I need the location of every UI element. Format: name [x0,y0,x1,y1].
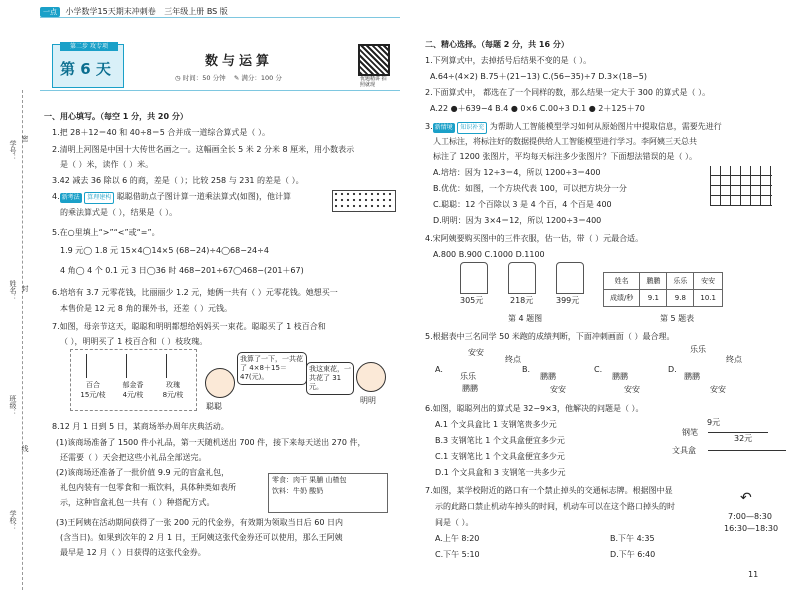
congcong-label: 聪聪 [206,402,222,411]
rose-icon [166,354,181,378]
side-school: 学校： [9,510,17,531]
choice-3-line2: 人工标注，将标注好的数据提供给人工智能模型进行学习。李阿姨三天总共 [433,137,697,146]
new-method-tag: 新考法 [61,194,80,201]
series-logo: 一点 [40,7,60,17]
box-bar [708,450,786,451]
finish-label-d: 终点 [726,355,742,364]
choice-6-B: B.3 支钢笔比 1 个文具盒便宜多少元 [435,436,565,445]
pencil-icon: ✎ [233,74,240,82]
knowledge-tag: 知识补充 [457,122,487,134]
choice-3-B: B.优优：如图，一个方块代表 100，可以把方块分一分 [433,184,627,193]
snack-row: 零食：肉干 果脯 山楂包 [272,476,347,484]
question-6-line2: 本售价是 12 元 8 角的课外书，还差（ ）元钱。 [60,304,232,313]
choice-4: 4.宋阿姨要购买图中的三件衣服，估一估，带（ ）元最合适。 [425,234,644,243]
question-4-line1: 4. 新考法 算理建构 聪聪借助点子图计算一道乘法算式(如图)，他计算 [52,192,291,204]
flower-price: 8元/枝 [162,391,184,399]
choice-6: 6.如图，聪聪列出的算式是 32−9×3，他解决的问题是（ ）。 [425,404,644,413]
snack-table [268,473,388,513]
sign-time-1: 7:00—8:30 [728,512,772,521]
runner-peng-c: 鹏鹏 [612,372,628,381]
coat-price: 305元 [460,296,484,305]
question-5: 5.在○里填上“>”“<”或“=”。 [52,228,160,237]
coat-icon [460,262,488,294]
question-4-text: 聪聪借助点子图计算一道乘法算式(如图)，他计算 [116,192,292,201]
qr-caption: 优题精讲 拍照就现 [360,76,387,88]
header-divider [40,17,400,18]
choice-7-line1: 7.如图，某学校附近的路口有一个禁止掉头的交通标志牌。根据图中显 [425,486,673,495]
flower-rose [155,354,191,400]
choice-2-options: A.22 ●＋639−4 B.4 ● 0×6 C.00÷3 D.1 ● 2＋125＋70 [430,104,645,113]
finish-label: 终点 [505,355,521,364]
question-8: 8.12 月 1 日到 5 日，某商场举办周年庆典活动。 [52,422,229,431]
cut-line [22,90,23,590]
exam-meta [175,73,282,82]
flower-name: 玫瑰 [166,381,180,389]
choice-3-C: C.聪聪：12 个百除以 3 是 4 个百，4 个百是 400 [433,200,612,209]
question-5-row2: 4 角◯ 4 个 0.1 元 3 日◯36 时 468−201÷67◯468−(201＋67) [60,266,304,275]
page-header [40,6,228,17]
question-4-line2: 的乘法算式是（ ），结果是（ ）。 [60,208,178,217]
side-student-no: 学号： [9,140,17,161]
choice-7-line3: 间是（ ）。 [435,518,474,527]
shirt-icon [508,262,536,294]
question-1: 1.把 28＋12＝40 和 40÷8＝5 合并成一道综合算式是（ ）。 [52,128,270,137]
shirt-price: 218元 [510,296,534,305]
drink-row: 饮料：牛奶 酸奶 [272,487,324,495]
side-dense: 密 [21,135,29,142]
flower-lily [75,354,111,400]
box-label: 文具盒 [672,446,696,455]
section-choice: 二、精心选择。（每题 2 分，共 16 分） [425,40,569,49]
runner-le: 乐乐 [460,372,476,381]
question-7-line1: 7.如图，母亲节这天，聪聪和明明都想给妈妈买一束花。聪聪买了 1 枝百合和 [52,322,326,331]
row-label: 成绩/秒 [604,290,640,307]
page-title: 数与运算 [205,54,274,69]
jacket-icon [556,262,584,294]
jacket-price: 399元 [556,296,580,305]
no-u-turn-icon: ↶ [740,490,752,506]
section-fill-in: 一、用心填写。（每空 1 分，共 20 分） [44,112,188,121]
flower-name: 郁金香 [122,381,144,389]
step-label: 第二步 攻专项 [60,42,118,51]
page-number: 11 [748,570,759,579]
choice-1: 1.下列算式中，去掉括号后结果不变的是（ ）。 [425,56,592,65]
runner-peng-b: 鹏鹏 [540,372,556,381]
option-C-label: C. [594,365,603,374]
clock-icon: ◷ [175,74,181,82]
runner-an-c: 安安 [624,385,640,394]
choice-7-B: B.下午 4:35 [610,534,655,543]
choice-3-text: 为帮助人工智能模型学习如何从原始图片中提取信息，需要先进行 [489,122,722,131]
question-8-2-line3: 示，这种盲盒礼包一共有（ ）种搭配方式。 [60,498,215,507]
choice-6-A: A.1 个文具盒比 1 支钢笔贵多少元 [435,420,557,429]
side-class: 班级： [9,395,17,416]
choice-2: 2.下面算式中， 都选在了一个同样的数，那么结果一定大于 300 的算式是（ ）。 [425,88,711,97]
choice-3-A: A.培培：因为 12÷3＝4，所以 1200÷3＝400 [433,168,601,177]
question-8-3-line1: (3)王阿姨在活动期间获得了一张 200 元的代金券，有效期为领取当日后 60 日内 [56,518,343,527]
option-D-label: D. [668,365,677,374]
grade-label: 三年级上册 BS 版 [164,7,228,16]
score-anan: 10.1 [694,290,723,307]
choice-5: 5.根据表中三名同学 50 米跑的成绩判断，下面冲刺画面（ ）最合理。 [425,332,675,341]
theory-tag: 算理建构 [84,192,114,204]
time-limit: 时间：50 分钟 [182,74,226,82]
flower-tulip [115,354,151,400]
question-8-3-line2: (含当日)。如果到次年的 2 月 1 日，王阿姨这张代金券还可以使用，那么王阿姨 [60,533,343,542]
mingming-label: 明明 [360,396,376,405]
header-lele: 乐乐 [667,273,694,290]
score-lele: 9.8 [667,290,694,307]
runner-an: 安安 [468,348,484,357]
day-label: 第 6 天 [60,60,111,78]
flower-price-box [70,349,197,411]
figure-4-caption: 第 4 题图 [508,314,543,323]
runner-peng: 鹏鹏 [462,384,478,393]
runner-an-b: 安安 [550,385,566,394]
choice-7-D: D.下午 6:40 [610,550,656,559]
congcong-avatar [205,368,235,398]
score-pengpeng: 9.1 [640,290,667,307]
score-table [603,272,723,307]
dot-diagram [332,190,396,212]
lily-icon [86,354,101,378]
mingming-avatar [356,362,386,392]
side-line: 线 [21,445,29,452]
flower-price: 4元/枝 [122,391,144,399]
choice-7-C: C.下午 5:10 [435,550,480,559]
congcong-bubble: 我算了一下，一共花了 4×8＋15＝47(元)。 [237,352,307,385]
question-8-1-line2: 还需要（ ）天会把这些小礼品全部送完。 [60,453,207,462]
question-3: 3.42 减去 36 除以 6 的商，差是（ ）；比较 258 与 231 的差是（ ）。 [52,176,304,185]
cube-diagram [710,166,772,206]
sign-time-2: 16:30—18:30 [724,524,779,533]
choice-7-line2: 示的此路口禁止机动车掉头的时间，机动车可以在这个路口掉头的时 [435,502,675,511]
title-divider [40,90,400,91]
table-5-caption: 第 5 题表 [660,314,695,323]
choice-3-D: D.明明：因为 3×4＝12，所以 1200÷3＝400 [433,216,602,225]
question-8-3-line3: 最早是 12 月（ ）日获得的这张代金券。 [60,548,206,557]
option-A-label: A. [435,365,443,374]
question-6-line1: 6.培培有 3.7 元零花钱，比丽丽少 1.2 元，她俩一共有（ ）元零花钱。她想买一 [52,288,338,297]
flower-name: 百合 [86,381,100,389]
option-B-label: B. [522,365,531,374]
header-pengpeng: 鹏鹏 [640,273,667,290]
choice-3-line3: 标注了 1200 张图片，平均每天标注多少张图片？下面想法错误的是（ ）。 [433,152,697,161]
choice-1-options: A.64÷(4×2) B.75＋(21−13) C.(56−35)÷7 D.3×(18−5) [430,72,647,81]
flower-price: 15元/枝 [80,391,106,399]
question-2-line1: 2.清明上河图是中国十大传世名画之一。这幅画全长 5 米 2 分米 8 厘米，用小数表示 [52,145,355,154]
runner-an-d: 安安 [710,385,726,394]
full-score: 满分：100 分 [241,74,282,82]
series-title: 小学数学15天期末冲刺卷 [65,7,156,16]
choice-6-C: C.1 支钢笔比 1 个文具盒便宜多少元 [435,452,565,461]
choice-7-A: A.上午 8:20 [435,534,480,543]
question-2-line2: 是（ ）米，读作（ ）米。 [60,160,154,169]
header-anan: 安安 [694,273,723,290]
question-8-2-line2: 礼包内装有一包零食和一瓶饮料，具体种类如表所 [60,483,236,492]
pen-bar [708,432,768,433]
side-seal: 封 [21,285,29,292]
runner-peng-d: 鹏鹏 [684,372,700,381]
question-5-row1: 1.9 元◯ 1.8 元 15×4◯14×5 (68−24)÷4◯68−24÷4 [60,246,269,255]
side-name: 姓名： [9,280,17,301]
question-8-2-line1: (2)该商场还准备了一批价值 9.9 元的盲盒礼包， [56,468,230,477]
runner-le-d: 乐乐 [690,345,706,354]
question-8-1-line1: (1)该商场准备了 1500 件小礼品，第一天随机送出 700 件，接下来每天送出 270 件， [56,438,366,447]
nine-yuan-label: 9元 [707,418,721,427]
question-7-line2: （ ），明明买了 1 枝百合和（ ）枝玫瑰。 [60,337,208,346]
qr-code[interactable] [358,44,390,76]
tulip-icon [126,354,141,378]
thirty-two-label: 32元 [734,434,753,443]
choice-4-options: A.800 B.900 C.1000 D.1100 [433,250,545,259]
pen-label: 钢笔 [682,428,698,437]
new-scene-tag: 新情境 [434,124,453,131]
choice-3-line1: 3. 新情境 知识补充 为帮助人工智能模型学习如何从原始图片中提取信息，需要先进行 [425,122,722,134]
mingming-bubble: 我这束花，一共花了 31 元。 [306,362,354,395]
choice-6-D: D.1 个文具盒和 3 支钢笔一共多少元 [435,468,566,477]
header-name: 姓名 [604,273,640,290]
